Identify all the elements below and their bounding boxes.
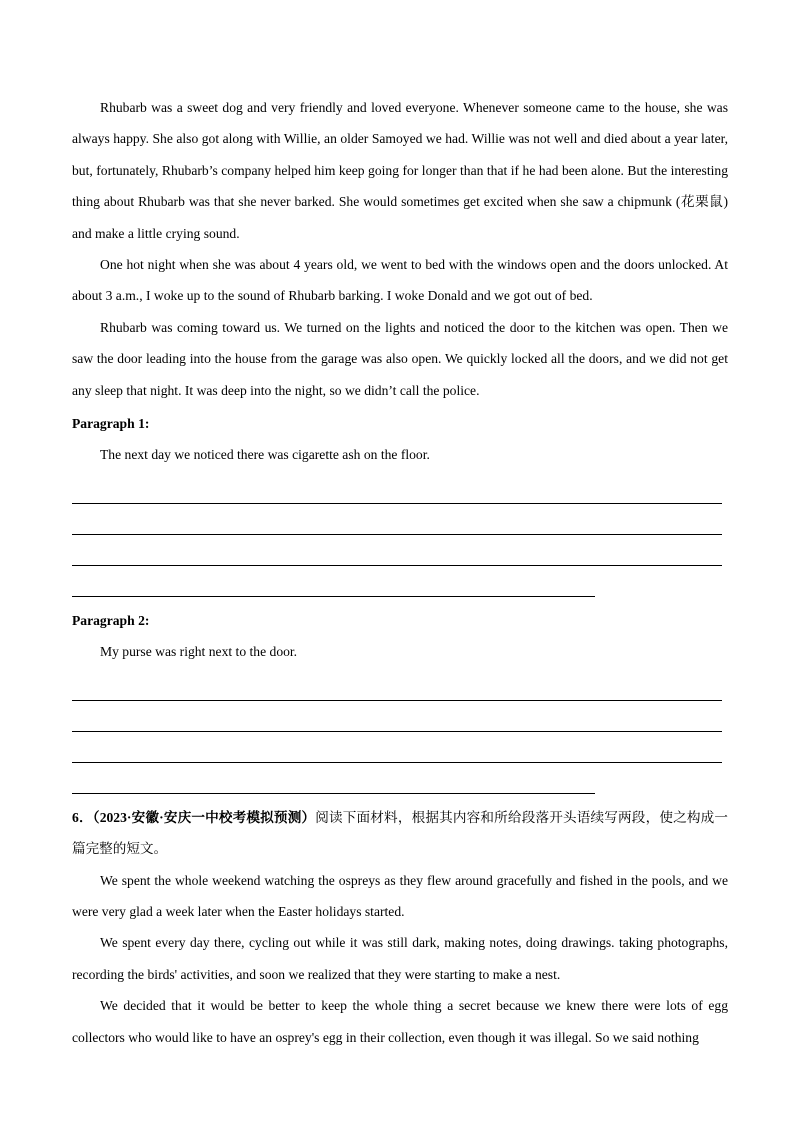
question-6-header xyxy=(72,802,728,865)
story-paragraph-1: Rhubarb was a sweet dog and very friendly and loved everyone. Whenever someone came to the house, she was always happy. She also got along with Willie, an older Samoyed we had. Willie was not well and died about a year later, but, fortunately, Rhubarb’s company helped him keep going for longer than that if he had been alone. But the interesting thing about Rhubarb was that she never barked. She would sometimes get excited when she saw a chipmunk (花栗鼠) and make a little crying sound. xyxy=(72,100,728,241)
writing-line xyxy=(72,701,722,732)
writing-line xyxy=(72,670,722,701)
question-instruction: 阅读下面材料，根据其内容和所给段落开头语续写两段，使之构成一篇完整的短文。 xyxy=(72,809,728,857)
writing-line xyxy=(72,473,722,504)
question-number: 6． xyxy=(72,809,93,825)
writing-line xyxy=(72,535,722,566)
paragraph-2-opening: My purse was right next to the door. xyxy=(100,644,298,660)
paragraph-1-label: Paragraph 1: xyxy=(72,416,150,432)
question-6-paragraph-3: We decided that it would be better to keep the whole thing a secret because we knew there were lots of egg collectors who would like to have an osprey's egg in their collection, even though it was illegal. So we said nothing xyxy=(72,998,728,1045)
writing-line xyxy=(72,566,595,597)
paragraph-1-opening: The next day we noticed there was cigarette ash on the floor. xyxy=(100,447,430,463)
writing-line xyxy=(72,763,595,794)
story-paragraph-2: One hot night when she was about 4 years old, we went to bed with the windows open and the doors unlocked. At about 3 a.m., I woke up to the sound of Rhubarb barking. I woke Donald and we got out of bed. xyxy=(72,257,728,304)
document-page xyxy=(72,92,728,1053)
question-source: （2023·安徽·安庆一中校考模拟预测） xyxy=(92,809,316,825)
question-6-paragraph-1: We spent the whole weekend watching the ospreys as they flew around gracefully and fished in the pools, and we were very glad a week later when the Easter holidays started. xyxy=(72,872,728,919)
paragraph-2-writing-lines xyxy=(72,670,728,794)
writing-line xyxy=(72,732,722,763)
story-paragraph-3: Rhubarb was coming toward us. We turned on the lights and noticed the door to the kitchen was open. Then we saw the door leading into the house from the garage was also open. We quickly locked all the doors, and we did not get any sleep that night. It was deep into the night, so we didn’t call the police. xyxy=(72,319,728,398)
question-6-paragraph-2: We spent every day there, cycling out while it was still dark, making notes, doing drawings. taking photographs, recording the birds' activities, and soon we realized that they were starting to make a nest. xyxy=(72,935,728,982)
paragraph-1-writing-lines xyxy=(72,473,728,597)
paragraph-2-label: Paragraph 2: xyxy=(72,612,150,628)
writing-line xyxy=(72,504,722,535)
